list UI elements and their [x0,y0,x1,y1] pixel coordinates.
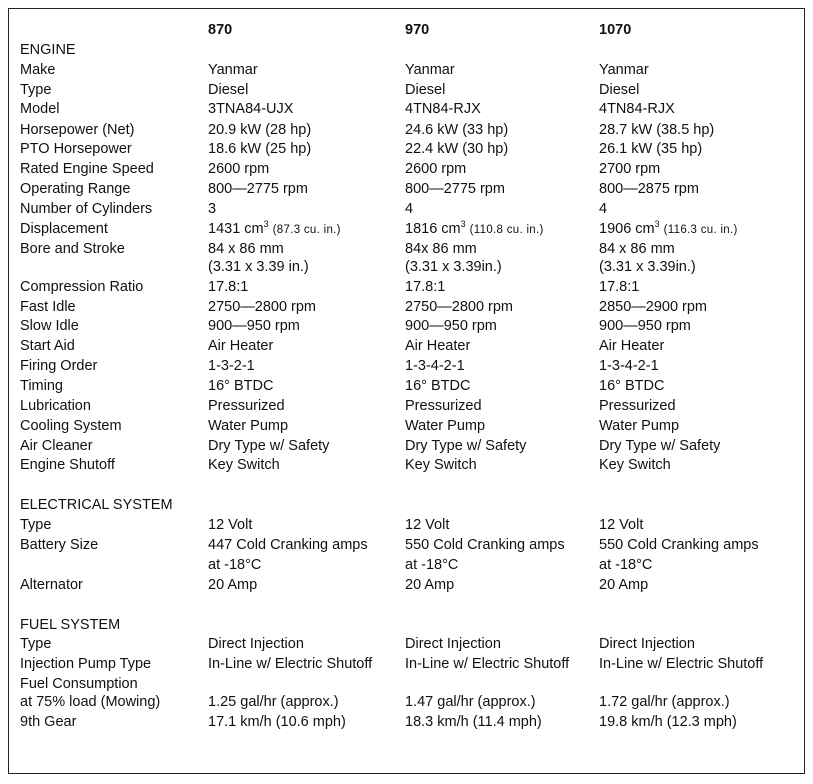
row-value: 1.25 gal/hr (approx.) [208,694,339,710]
row-label: Alternator [20,577,83,593]
row-value: Direct Injection [208,636,304,652]
row-value: 1-3-2-1 [208,358,255,374]
row-value: 2750—2800 rpm [405,299,514,315]
row-label: PTO Horsepower [20,141,132,157]
row-value: Diesel [599,82,640,98]
row-value: 28.7 kW (38.5 hp) [599,122,715,138]
row-value: 16° BTDC [599,378,665,394]
row-label: Lubrication [20,398,91,414]
row-label: Displacement [20,221,108,237]
row-value: In-Line w/ Electric Shutoff [405,656,570,672]
row-label: Rated Engine Speed [20,161,154,177]
row-value: In-Line w/ Electric Shutoff [599,656,764,672]
row-value: 1-3-4-2-1 [599,358,659,374]
row-value: (3.31 x 3.39 in.) [208,259,309,275]
row-value: Key Switch [405,457,477,473]
row-label: 9th Gear [20,714,77,730]
row-value: 2850—2900 rpm [599,299,708,315]
row-value: 1.47 gal/hr (approx.) [405,694,536,710]
row-label: Cooling System [20,418,122,434]
row-value: 20 Amp [599,577,649,593]
row-value: 447 Cold Cranking amps [208,537,368,553]
row-value: 2600 rpm [405,161,467,177]
row-label: Number of Cylinders [20,201,153,217]
row-value: Diesel [405,82,446,98]
row-value: at -18°C [599,557,653,573]
row-label: Battery Size [20,537,99,553]
row-label: Horsepower (Net) [20,122,135,138]
row-label: at 75% load (Mowing) [20,694,161,710]
row-value: 20.9 kW (28 hp) [208,122,312,138]
row-value: 800—2875 rpm [599,181,699,197]
row-value: 550 Cold Cranking amps [599,537,759,553]
displacement-value: 1906 $cm^3$ (116.3 cu. in.) [599,219,738,237]
row-value: 4 [599,201,608,217]
row-value: 1.72 gal/hr (approx.) [599,694,730,710]
row-value: 550 Cold Cranking amps [405,537,565,553]
displacement-value: 1816 $cm^3$ (110.8 cu. in.) [405,219,544,237]
row-value: Water Pump [208,418,289,434]
row-label: Start Aid [20,338,75,354]
row-value: 18.3 km/h (11.4 mph) [405,714,542,730]
row-value: Pressurized [208,398,285,414]
row-value: 22.4 kW (30 hp) [405,141,509,157]
row-label: Injection Pump Type [20,656,152,672]
row-value: Water Pump [405,418,486,434]
row-value: Direct Injection [599,636,695,652]
row-value: 19.8 km/h (12.3 mph) [599,714,737,730]
row-value: 84 x 86 mm [599,241,675,257]
row-label: Engine Shutoff [20,457,115,473]
row-value: Yanmar [599,62,649,78]
row-value: Pressurized [405,398,482,414]
column-header-970: 970 [405,22,430,38]
column-header-870: 870 [208,22,233,38]
row-label: Slow Idle [20,318,79,334]
row-label: Type [20,636,52,652]
row-value: Dry Type w/ Safety [208,438,330,454]
row-label: Fast Idle [20,299,76,315]
row-label: Compression Ratio [20,279,144,295]
row-label: Timing [20,378,63,394]
section-title-engine: ENGINE [20,42,76,58]
row-value: Diesel [208,82,249,98]
row-value: 20 Amp [208,577,258,593]
row-value: 800—2775 rpm [208,181,308,197]
row-value: (3.31 x 3.39in.) [405,259,502,275]
row-label: Type [20,82,52,98]
row-label: Model [20,101,60,117]
row-value: Key Switch [599,457,671,473]
row-value: 3 [208,201,217,217]
row-value: 17.1 km/h (10.6 mph) [208,714,346,730]
displacement-value: 1431 $cm^3$ (87.3 cu. in.) [208,219,341,237]
row-value: at -18°C [405,557,459,573]
row-value: 17.8:1 [599,279,640,295]
row-value: 12 Volt [405,517,450,533]
row-value: 2700 rpm [599,161,661,177]
row-value: Water Pump [599,418,680,434]
row-value: Dry Type w/ Safety [405,438,527,454]
row-value: 4TN84-RJX [405,101,481,117]
row-value: 18.6 kW (25 hp) [208,141,312,157]
row-value: 20 Amp [405,577,455,593]
row-value: Air Heater [208,338,274,354]
row-label: Bore and Stroke [20,241,125,257]
row-label: Fuel Consumption [20,676,138,692]
row-label: Type [20,517,52,533]
row-value: Air Heater [405,338,471,354]
row-value: 1-3-4-2-1 [405,358,465,374]
row-value: Air Heater [599,338,665,354]
section-title-electrical: ELECTRICAL SYSTEM [20,497,173,513]
row-value: 16° BTDC [208,378,274,394]
row-value: Yanmar [208,62,258,78]
row-value: 900—950 rpm [599,318,691,334]
row-value: 84x 86 mm [405,241,477,257]
row-value: Key Switch [208,457,280,473]
row-value: Direct Injection [405,636,501,652]
row-value: 16° BTDC [405,378,471,394]
row-value: 26.1 kW (35 hp) [599,141,703,157]
row-value: 2750—2800 rpm [208,299,317,315]
row-label: Air Cleaner [20,438,93,454]
row-value: 12 Volt [599,517,644,533]
row-value: 17.8:1 [208,279,249,295]
section-title-fuel: FUEL SYSTEM [20,617,121,633]
column-header-1070: 1070 [599,22,632,38]
row-value: 800—2775 rpm [405,181,505,197]
row-value: 24.6 kW (33 hp) [405,122,509,138]
row-value: In-Line w/ Electric Shutoff [208,656,373,672]
row-label: Firing Order [20,358,98,374]
row-value: 12 Volt [208,517,253,533]
row-value: 900—950 rpm [208,318,300,334]
row-label: Make [20,62,56,78]
row-value: 84 x 86 mm [208,241,284,257]
row-value: Dry Type w/ Safety [599,438,721,454]
row-value: 2600 rpm [208,161,270,177]
row-label: Operating Range [20,181,131,197]
row-value: at -18°C [208,557,262,573]
row-value: (3.31 x 3.39in.) [599,259,696,275]
row-value: 3TNA84-UJX [208,101,294,117]
row-value: 4 [405,201,414,217]
row-value: 4TN84-RJX [599,101,675,117]
row-value: 900—950 rpm [405,318,497,334]
row-value: 17.8:1 [405,279,446,295]
row-value: Yanmar [405,62,455,78]
row-value: Pressurized [599,398,676,414]
